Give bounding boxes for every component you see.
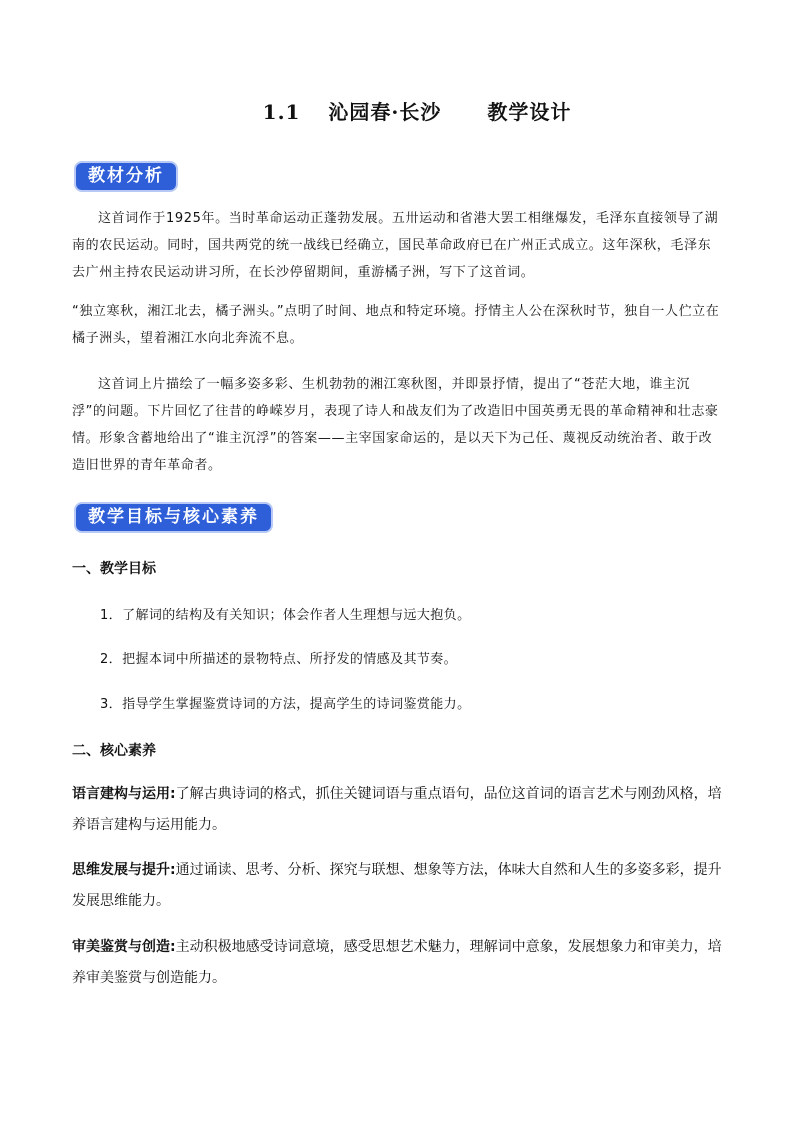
analysis-paragraph-1: 这首词作于1925年。当时革命运动正蓬勃发展。五卅运动和省港大罢工相继爆发，毛泽东直接领导了湖南的农民运动。同时，国共两党的统一战线已经确立，国民革命政府已在广州正式成立。这年深秋，毛泽东去广州主持农民运动讲习所，在长沙停留期间，重游橘子洲，写下了这首词。: [72, 211, 719, 280]
literacy-text: 了解古典诗词的格式，抓住关键词语与重点语句，品位这首词的语言艺术与刚劲风格，培养语言建构与运用能力。: [72, 786, 722, 833]
title-suffix: 教学设计: [487, 100, 572, 124]
literacy-label: 语言建构与运用:: [72, 786, 176, 802]
goal-item-3: 3．指导学生掌握鉴赏诗词的方法，提高学生的诗词鉴赏能力。: [100, 697, 471, 712]
literacy-label: 审美鉴赏与创造:: [72, 939, 176, 955]
goal-item-2: 2．把握本词中所描述的景物特点、所抒发的情感及其节奏。: [100, 652, 458, 667]
page-title: [0, 96, 794, 125]
title-poem: 沁园春·长沙: [328, 100, 442, 124]
literacy-heading: 二、核心素养: [72, 743, 156, 759]
analysis-paragraph-2: “独立寒秋，湘江北去，橘子洲头。”点明了时间、地点和特定环境。抒情主人公在深秋时节，独自一人伫立在橘子洲头，望着湘江水向北奔流不息。: [72, 304, 720, 346]
literacy-text: 通过诵读、思考、分析、探究与联想、想象等方法，体味大自然和人生的多姿多彩，提升发展思维能力。: [72, 862, 722, 909]
analysis-paragraph-3: 这首词上片描绘了一幅多姿多彩、生机勃勃的湘江寒秋图，并即景抒情，提出了“苍茫大地，谁主沉浮”的问题。下片回忆了往昔的峥嵘岁月，表现了诗人和战友们为了改造旧中国英勇无畏的革命精神和壮志豪情。形象含蓄地给出了“谁主沉浮”的答案——主宰国家命运的，是以天下为己任、蔑视反动统治者、敢于改造旧世界的青年革命者。: [72, 377, 719, 473]
section-badge-goals-literacy: 教学目标与核心素养: [76, 504, 271, 531]
literacy-language: [72, 779, 726, 841]
goal-item-1: 1．了解词的结构及有关知识；体会作者人生理想与远大抱负。: [100, 608, 471, 623]
literacy-text: 主动积极地感受诗词意境，感受思想艺术魅力，理解词中意象，发展想象力和审美力，培 养审美鉴赏与创造能力。: [72, 939, 722, 986]
title-number: 1.1: [262, 100, 301, 124]
literacy-label: 思维发展与提升:: [72, 862, 176, 878]
section-badge-textbook-analysis: 教材分析: [76, 163, 176, 190]
goals-heading: 一、教学目标: [72, 561, 156, 577]
literacy-thinking: [72, 855, 726, 917]
literacy-aesthetic: [72, 932, 726, 994]
